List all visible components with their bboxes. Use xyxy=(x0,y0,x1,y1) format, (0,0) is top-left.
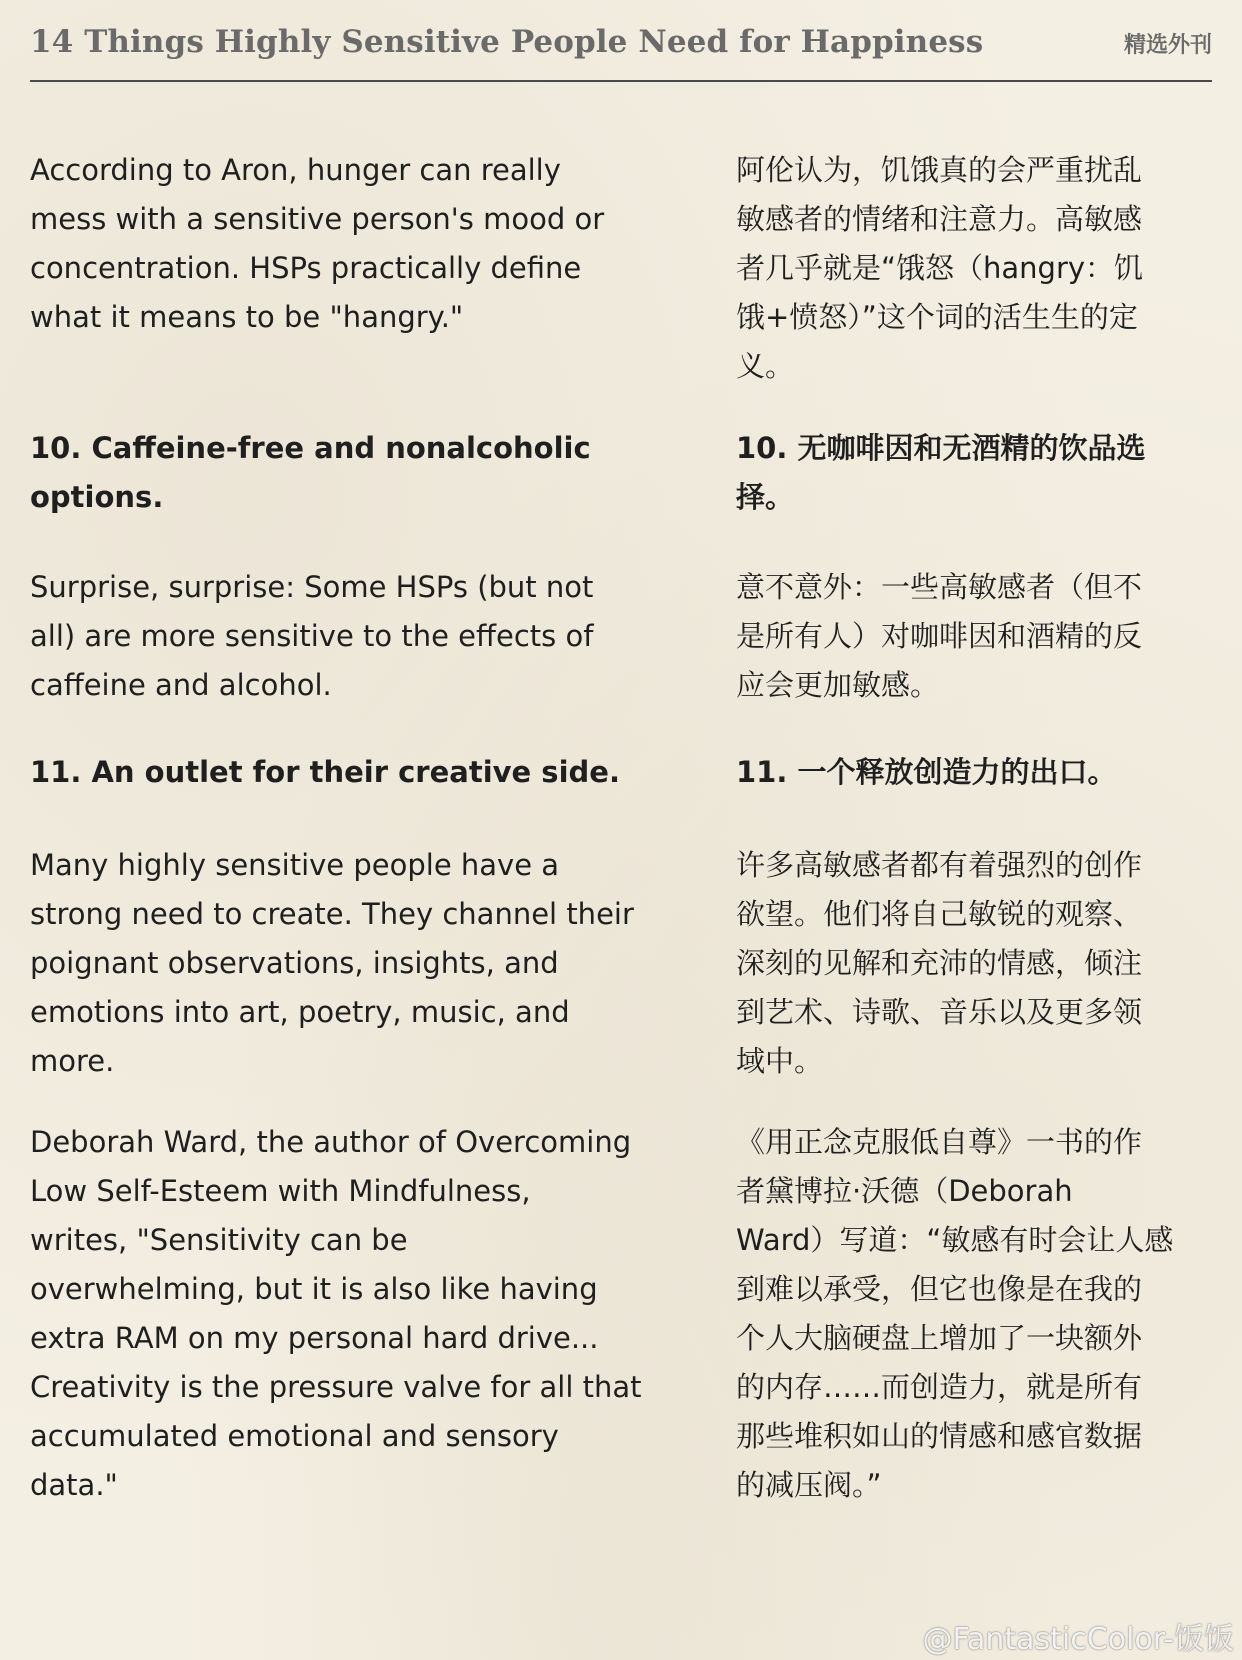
heading-line: 择。 xyxy=(736,480,795,514)
text-line: Low Self-Esteem with Mindfulness, xyxy=(30,1174,531,1208)
text-line: 者几乎就是“饿怒（hangry：饥 xyxy=(736,251,1144,285)
text-line: Creativity is the pressure valve for all that xyxy=(30,1370,642,1404)
text-line: strong need to create. They channel their xyxy=(30,897,634,931)
paragraph-hunger-zh xyxy=(736,146,1220,391)
text-line: 义。 xyxy=(736,349,795,383)
heading-line: 10. 无咖啡因和无酒精的饮品选 xyxy=(736,431,1146,465)
article-title: 14 Things Highly Sensitive People Need for Happiness xyxy=(30,24,984,60)
paragraph-quote-zh xyxy=(736,1118,1220,1510)
heading-11-en xyxy=(30,748,680,797)
text-line: 的减压阀。” xyxy=(736,1468,882,1502)
text-line: 的内存……而创造力，就是所有 xyxy=(736,1370,1143,1404)
text-line: writes, "Sensitivity can be xyxy=(30,1223,408,1257)
text-line: Ward）写道：“敏感有时会让人感 xyxy=(736,1223,1174,1257)
text-line: overwhelming, but it is also like having xyxy=(30,1272,598,1306)
page-header xyxy=(30,14,1212,82)
text-line: 欲望。他们将自己敏锐的观察、 xyxy=(736,897,1143,931)
text-line: 到艺术、诗歌、音乐以及更多领 xyxy=(736,995,1143,1029)
heading-line: 11. 一个释放创造力的出口。 xyxy=(736,755,1117,789)
text-line: mess with a sensitive person's mood or xyxy=(30,202,605,236)
paragraph-hunger-en xyxy=(30,146,680,342)
text-line: 敏感者的情绪和注意力。高敏感 xyxy=(736,202,1143,236)
text-line: 意不意外：一些高敏感者（但不 xyxy=(736,570,1143,604)
text-line: 应会更加敏感。 xyxy=(736,668,940,702)
text-line: 深刻的见解和充沛的情感，倾注 xyxy=(736,946,1143,980)
text-line: 许多高敏感者都有着强烈的创作 xyxy=(736,848,1143,882)
paragraph-caffeine-en xyxy=(30,563,680,710)
text-line: 域中。 xyxy=(736,1044,824,1078)
text-line: 到难以承受，但它也像是在我的 xyxy=(736,1272,1143,1306)
text-line: 阿伦认为，饥饿真的会严重扰乱 xyxy=(736,153,1143,187)
publication-tag: 精选外刊 xyxy=(1123,33,1212,58)
text-line: concentration. HSPs practically define xyxy=(30,251,582,285)
text-line: more. xyxy=(30,1044,115,1078)
text-line: According to Aron, hunger can really xyxy=(30,153,561,187)
text-line: extra RAM on my personal hard drive... xyxy=(30,1321,599,1355)
text-line: accumulated emotional and sensory xyxy=(30,1419,559,1453)
text-line: Deborah Ward, the author of Overcoming xyxy=(30,1125,632,1159)
text-line: Surprise, surprise: Some HSPs (but not xyxy=(30,570,594,604)
heading-10-en xyxy=(30,424,680,522)
text-line: data." xyxy=(30,1468,118,1502)
text-line: all) are more sensitive to the effects of xyxy=(30,619,594,653)
weibo-watermark: @FantasticColor-饭饭 xyxy=(922,1622,1234,1657)
heading-line: 10. Caffeine-free and nonalcoholic xyxy=(30,431,591,465)
paragraph-quote-en xyxy=(30,1118,680,1510)
paragraph-creative-en xyxy=(30,841,680,1086)
text-line: 《用正念克服低自尊》一书的作 xyxy=(736,1125,1143,1159)
paragraph-caffeine-zh xyxy=(736,563,1220,710)
text-line: 饿+愤怒）”这个词的活生生的定 xyxy=(736,300,1138,334)
text-line: 者黛博拉·沃德（Deborah xyxy=(736,1174,1073,1208)
text-line: what it means to be "hangry." xyxy=(30,300,464,334)
text-line: Many highly sensitive people have a xyxy=(30,848,560,882)
text-line: emotions into art, poetry, music, and xyxy=(30,995,570,1029)
text-line: 那些堆积如山的情感和感官数据 xyxy=(736,1419,1143,1453)
heading-10-zh xyxy=(736,424,1220,522)
text-line: poignant observations, insights, and xyxy=(30,946,559,980)
text-line: caffeine and alcohol. xyxy=(30,668,332,702)
paragraph-creative-zh xyxy=(736,841,1220,1086)
text-line: 是所有人）对咖啡因和酒精的反 xyxy=(736,619,1143,653)
heading-11-zh xyxy=(736,748,1220,797)
text-line: 个人大脑硬盘上增加了一块额外 xyxy=(736,1321,1143,1355)
heading-line: options. xyxy=(30,480,164,514)
heading-line: 11. An outlet for their creative side. xyxy=(30,755,620,789)
